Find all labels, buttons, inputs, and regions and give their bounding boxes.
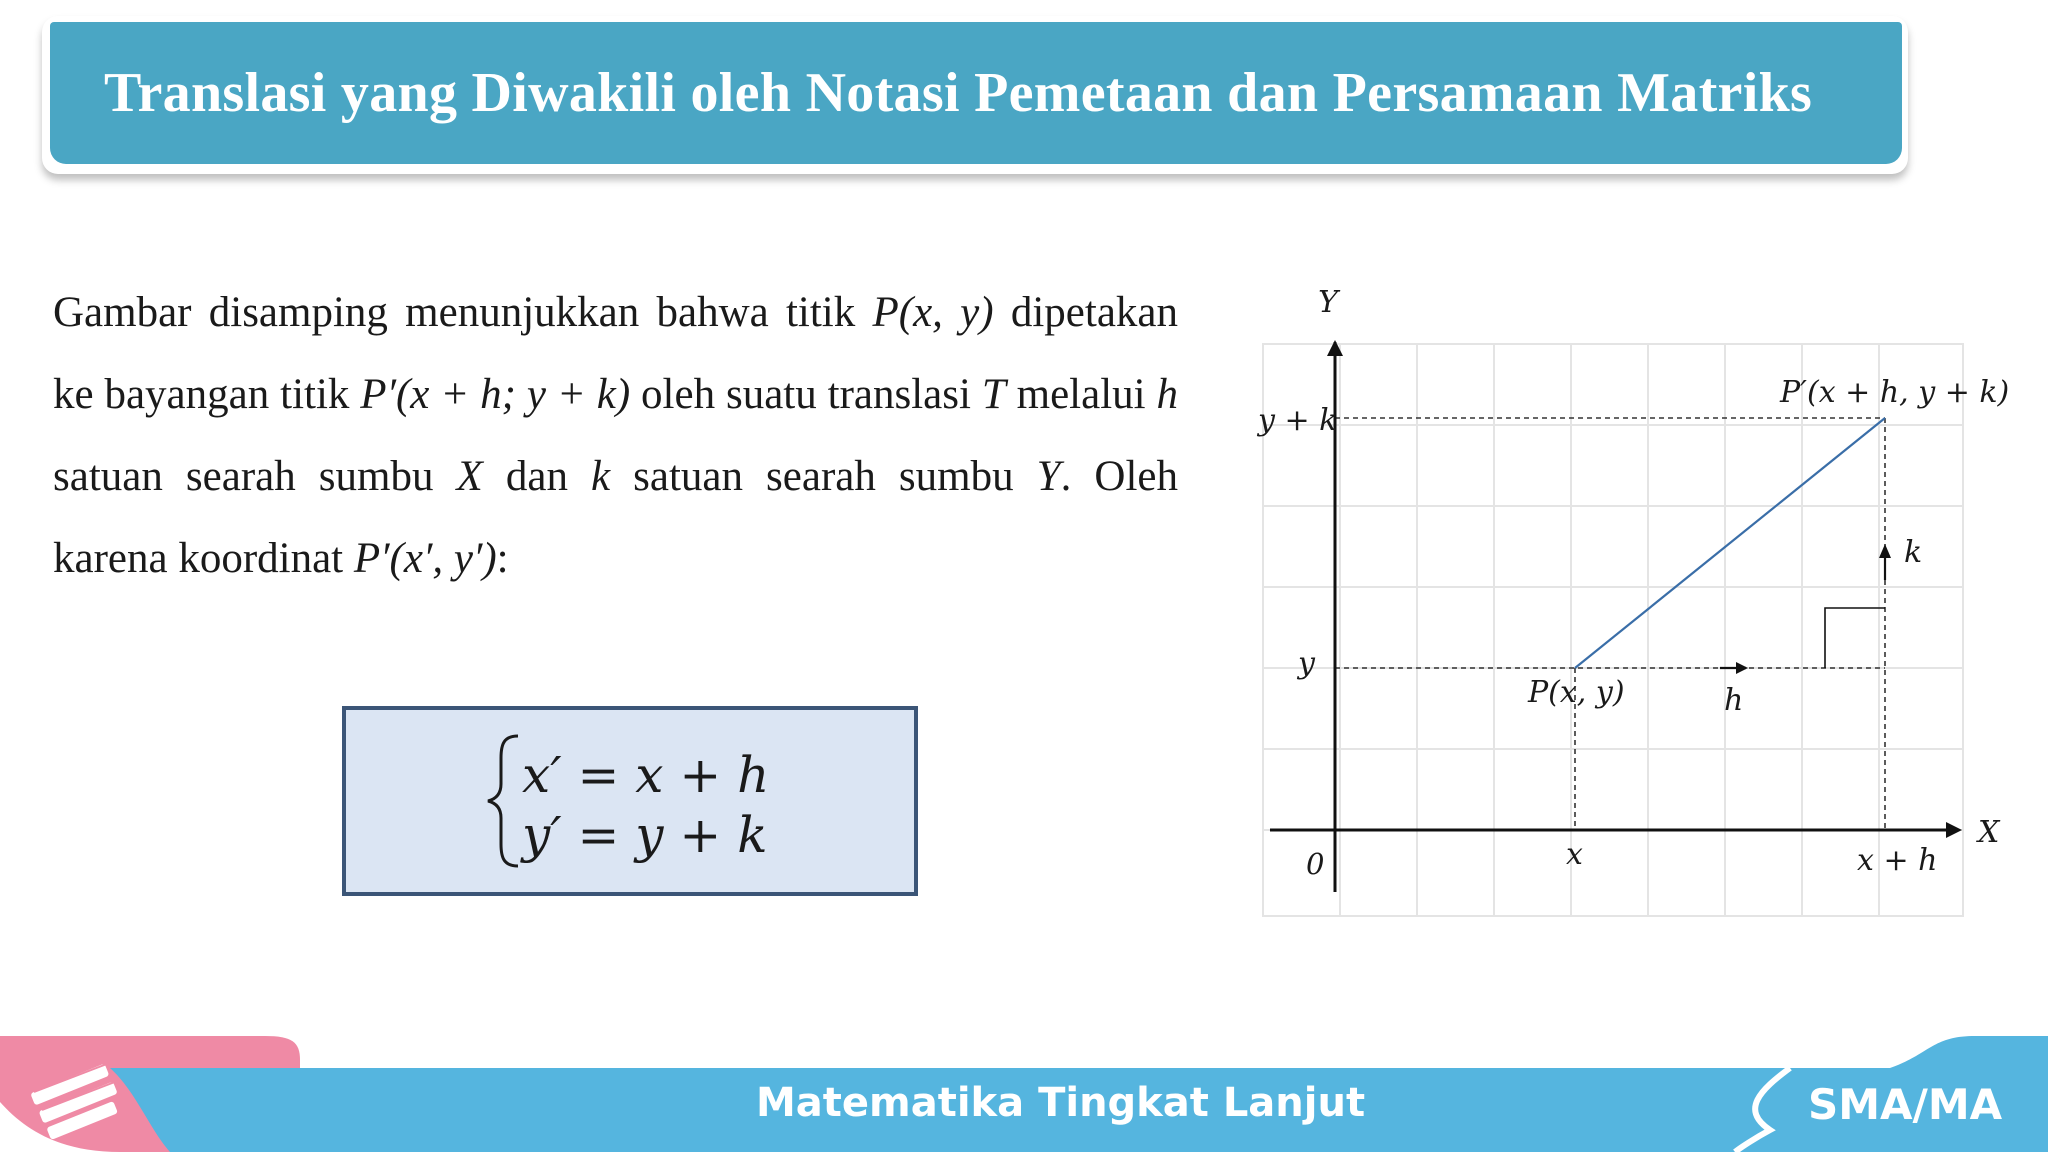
origin-label: 0	[1306, 847, 1325, 881]
right-angle-marker	[1825, 608, 1885, 668]
math-point-p-prime-coords: P′(x′, y′)	[353, 535, 497, 582]
math-point-p-prime: P′(x + h; y + k)	[360, 371, 631, 418]
explanation-paragraph	[53, 272, 1178, 600]
slide-title: Translasi yang Diwakili oleh Notasi Pemetaan dan Persamaan Matriks	[104, 62, 1813, 124]
h-arrow-head-icon	[1736, 662, 1748, 674]
formula-line-y: y′ = y + k	[522, 806, 768, 864]
math-y-axis: Y	[1036, 453, 1061, 500]
k-label: k	[1904, 535, 1923, 570]
text-run: oleh suatu translasi	[630, 371, 982, 418]
x-axis-label: X	[1978, 815, 2000, 850]
text-run: satuan searah sumbu	[610, 453, 1037, 500]
math-k: k	[591, 453, 611, 500]
text-run: satuan searah sumbu	[53, 453, 457, 500]
title-bar	[50, 22, 1902, 164]
x-plus-h-label: x + h	[1857, 843, 1938, 878]
text-run: Gambar disamping menunjukkan bahwa titik	[53, 289, 873, 336]
math-x-axis: X	[456, 453, 483, 500]
math-h: h	[1156, 371, 1178, 418]
math-point-p: P(x, y)	[872, 289, 994, 336]
text-run: . Oleh karena koordinat	[53, 453, 1178, 582]
y-plus-k-label: y + k	[1258, 403, 1338, 438]
point-p-prime-label: P′(x + h, y + k)	[1780, 375, 2010, 410]
x-label: x	[1566, 837, 1583, 872]
formula-line-x: x′ = x + h	[522, 746, 770, 804]
y-label: y	[1298, 646, 1315, 681]
translation-segment	[1575, 418, 1885, 668]
translation-diagram	[1250, 290, 2030, 930]
footer-book-title: Matematika Tingkat Lanjut	[756, 1080, 1366, 1126]
footer-level: SMA/MA	[1808, 1080, 2003, 1129]
y-axis-label: Y	[1318, 290, 1338, 320]
text-run: dipetakan ke bayangan titik	[53, 289, 1178, 418]
text-run: :	[496, 535, 509, 582]
x-axis-arrow-icon	[1946, 822, 1962, 838]
k-arrow-head-icon	[1879, 544, 1891, 558]
point-p-label: P(x, y)	[1528, 675, 1625, 710]
formula-box	[342, 706, 918, 896]
h-label: h	[1724, 683, 1744, 718]
text-run: dan	[482, 453, 591, 500]
text-run: melalui	[1005, 371, 1157, 418]
math-translation-t: T	[981, 371, 1006, 418]
